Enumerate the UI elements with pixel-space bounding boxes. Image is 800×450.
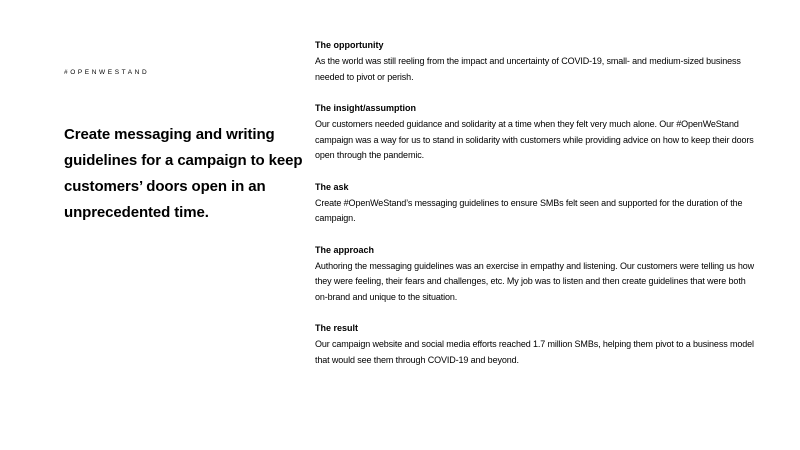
section-heading: The approach	[315, 244, 375, 255]
section-approach	[315, 244, 755, 306]
section-heading: The result	[315, 323, 359, 333]
section-body: As the world was still reeling from the impact and uncertainty of COVID-19, small- and medium-sized business needed to pivot or perish.	[315, 56, 741, 82]
campaign-hashtag-label: #OPENWESTAND	[64, 69, 150, 76]
section-insight	[315, 102, 755, 164]
section-heading: The ask	[315, 181, 349, 192]
section-body: Our campaign website and social media efforts reached 1.7 million SMBs, helping them pivot to a business model that would see them through COVID-19 and beyond.	[315, 339, 754, 365]
section-opportunity	[315, 39, 755, 85]
section-heading: The insight/assumption	[315, 103, 417, 113]
section-body: Create #OpenWeStand’s messaging guidelines to ensure SMBs felt seen and supported for the duration of the campaign.	[315, 197, 743, 223]
section-body: Our customers needed guidance and solidarity at a time when they felt very much alone. Our #OpenWeStand campaign was a way for us to stand in solidarity with customers while providing advice on how to keep their doors open through the pandemic.	[315, 119, 754, 160]
section-heading: The opportunity	[315, 40, 384, 50]
section-result	[315, 322, 755, 368]
section-ask	[315, 181, 755, 227]
section-body: Authoring the messaging guidelines was an exercise in empathy and listening. Our customers were telling us how they were feeling, their fears and challenges, etc. My job was to listen and then create guidelines that were both on-brand and unique to the situation.	[315, 260, 755, 302]
case-study-sections	[315, 39, 755, 385]
page-headline: Create messaging and writing guidelines for a campaign to keep customers’ doors open in an unprecedented time.	[64, 126, 303, 221]
